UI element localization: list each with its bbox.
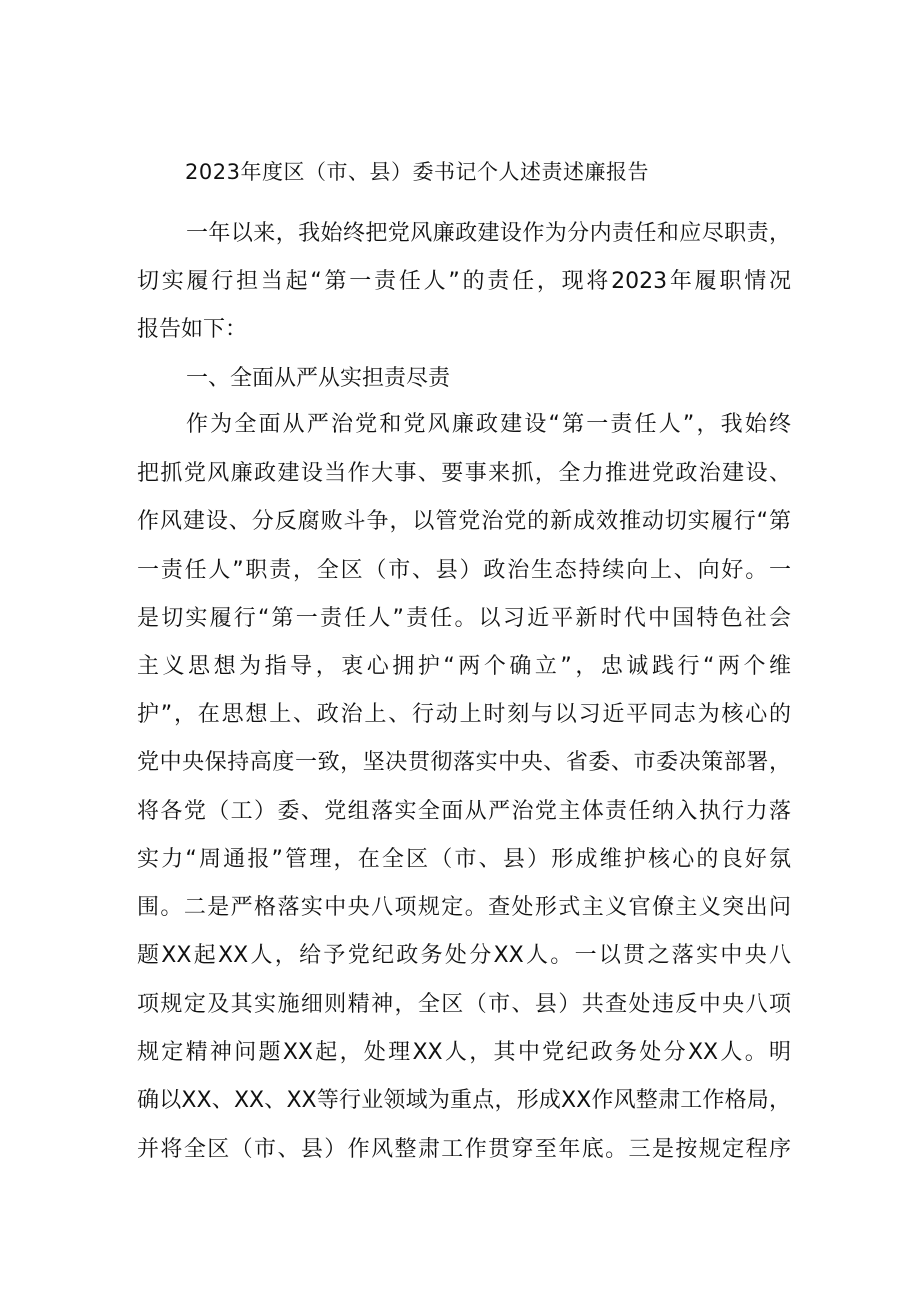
paragraph-line: 并将全区（市、县）作风整肃工作贯穿至年底。三是按规定程序 xyxy=(137,1137,791,1162)
paragraph-line: 题XX起XX人，给予党纪政务处分XX人。一以贯之落实中央八 xyxy=(137,943,791,968)
paragraph-line: 是切实履行“第一责任人”责任。以习近平新时代中国特色社会 xyxy=(137,606,791,631)
paragraph-line: 项规定及其实施细则精神，全区（市、县）共查处违反中央八项 xyxy=(137,992,791,1017)
paragraph-line: 护”，在思想上、政治上、行动上时刻与以习近平同志为核心的 xyxy=(137,702,791,727)
paragraph-line: 实力“周通报”管理，在全区（市、县）形成维护核心的良好氛 xyxy=(137,847,792,872)
paragraph-line: 一责任人”职责，全区（市、县）政治生态持续向上、向好。一 xyxy=(137,558,791,583)
paragraph-line: 一年以来，我始终把党风廉政建设作为分内责任和应尽职责， xyxy=(186,221,791,246)
section-heading: 一、全面从严从实担责尽责 xyxy=(186,366,451,391)
document-title: 2023年度区（市、县）委书记个人述责述廉报告 xyxy=(185,160,649,184)
paragraph-line: 报告如下： xyxy=(137,317,248,342)
paragraph-line: 确以XX、XX、XX等行业领域为重点，形成XX作风整肃工作格局， xyxy=(137,1088,791,1113)
paragraph-line: 把抓党风廉政建设当作大事、要事来抓，全力推进党政治建设、 xyxy=(137,461,791,486)
paragraph-line: 切实履行担当起“第一责任人”的责任，现将2023年履职情况 xyxy=(137,269,791,294)
paragraph-line: 作风建设、分反腐败斗争，以管党治党的新成效推动切实履行“第 xyxy=(137,509,791,534)
paragraph-line: 作为全面从严治党和党风廉政建设“第一责任人”，我始终 xyxy=(186,412,791,437)
paragraph-line: 党中央保持高度一致，坚决贯彻落实中央、省委、市委决策部署， xyxy=(137,750,791,775)
paragraph-line: 围。二是严格落实中央八项规定。查处形式主义官僚主义突出问 xyxy=(137,895,791,920)
paragraph-line: 将各党（工）委、党组落实全面从严治党主体责任纳入执行力落 xyxy=(137,799,791,824)
paragraph-line: 规定精神问题XX起，处理XX人，其中党纪政务处分XX人。明 xyxy=(137,1040,791,1065)
paragraph-line: 主义思想为指导，衷心拥护“两个确立”，忠诚践行“两个维 xyxy=(137,654,791,679)
